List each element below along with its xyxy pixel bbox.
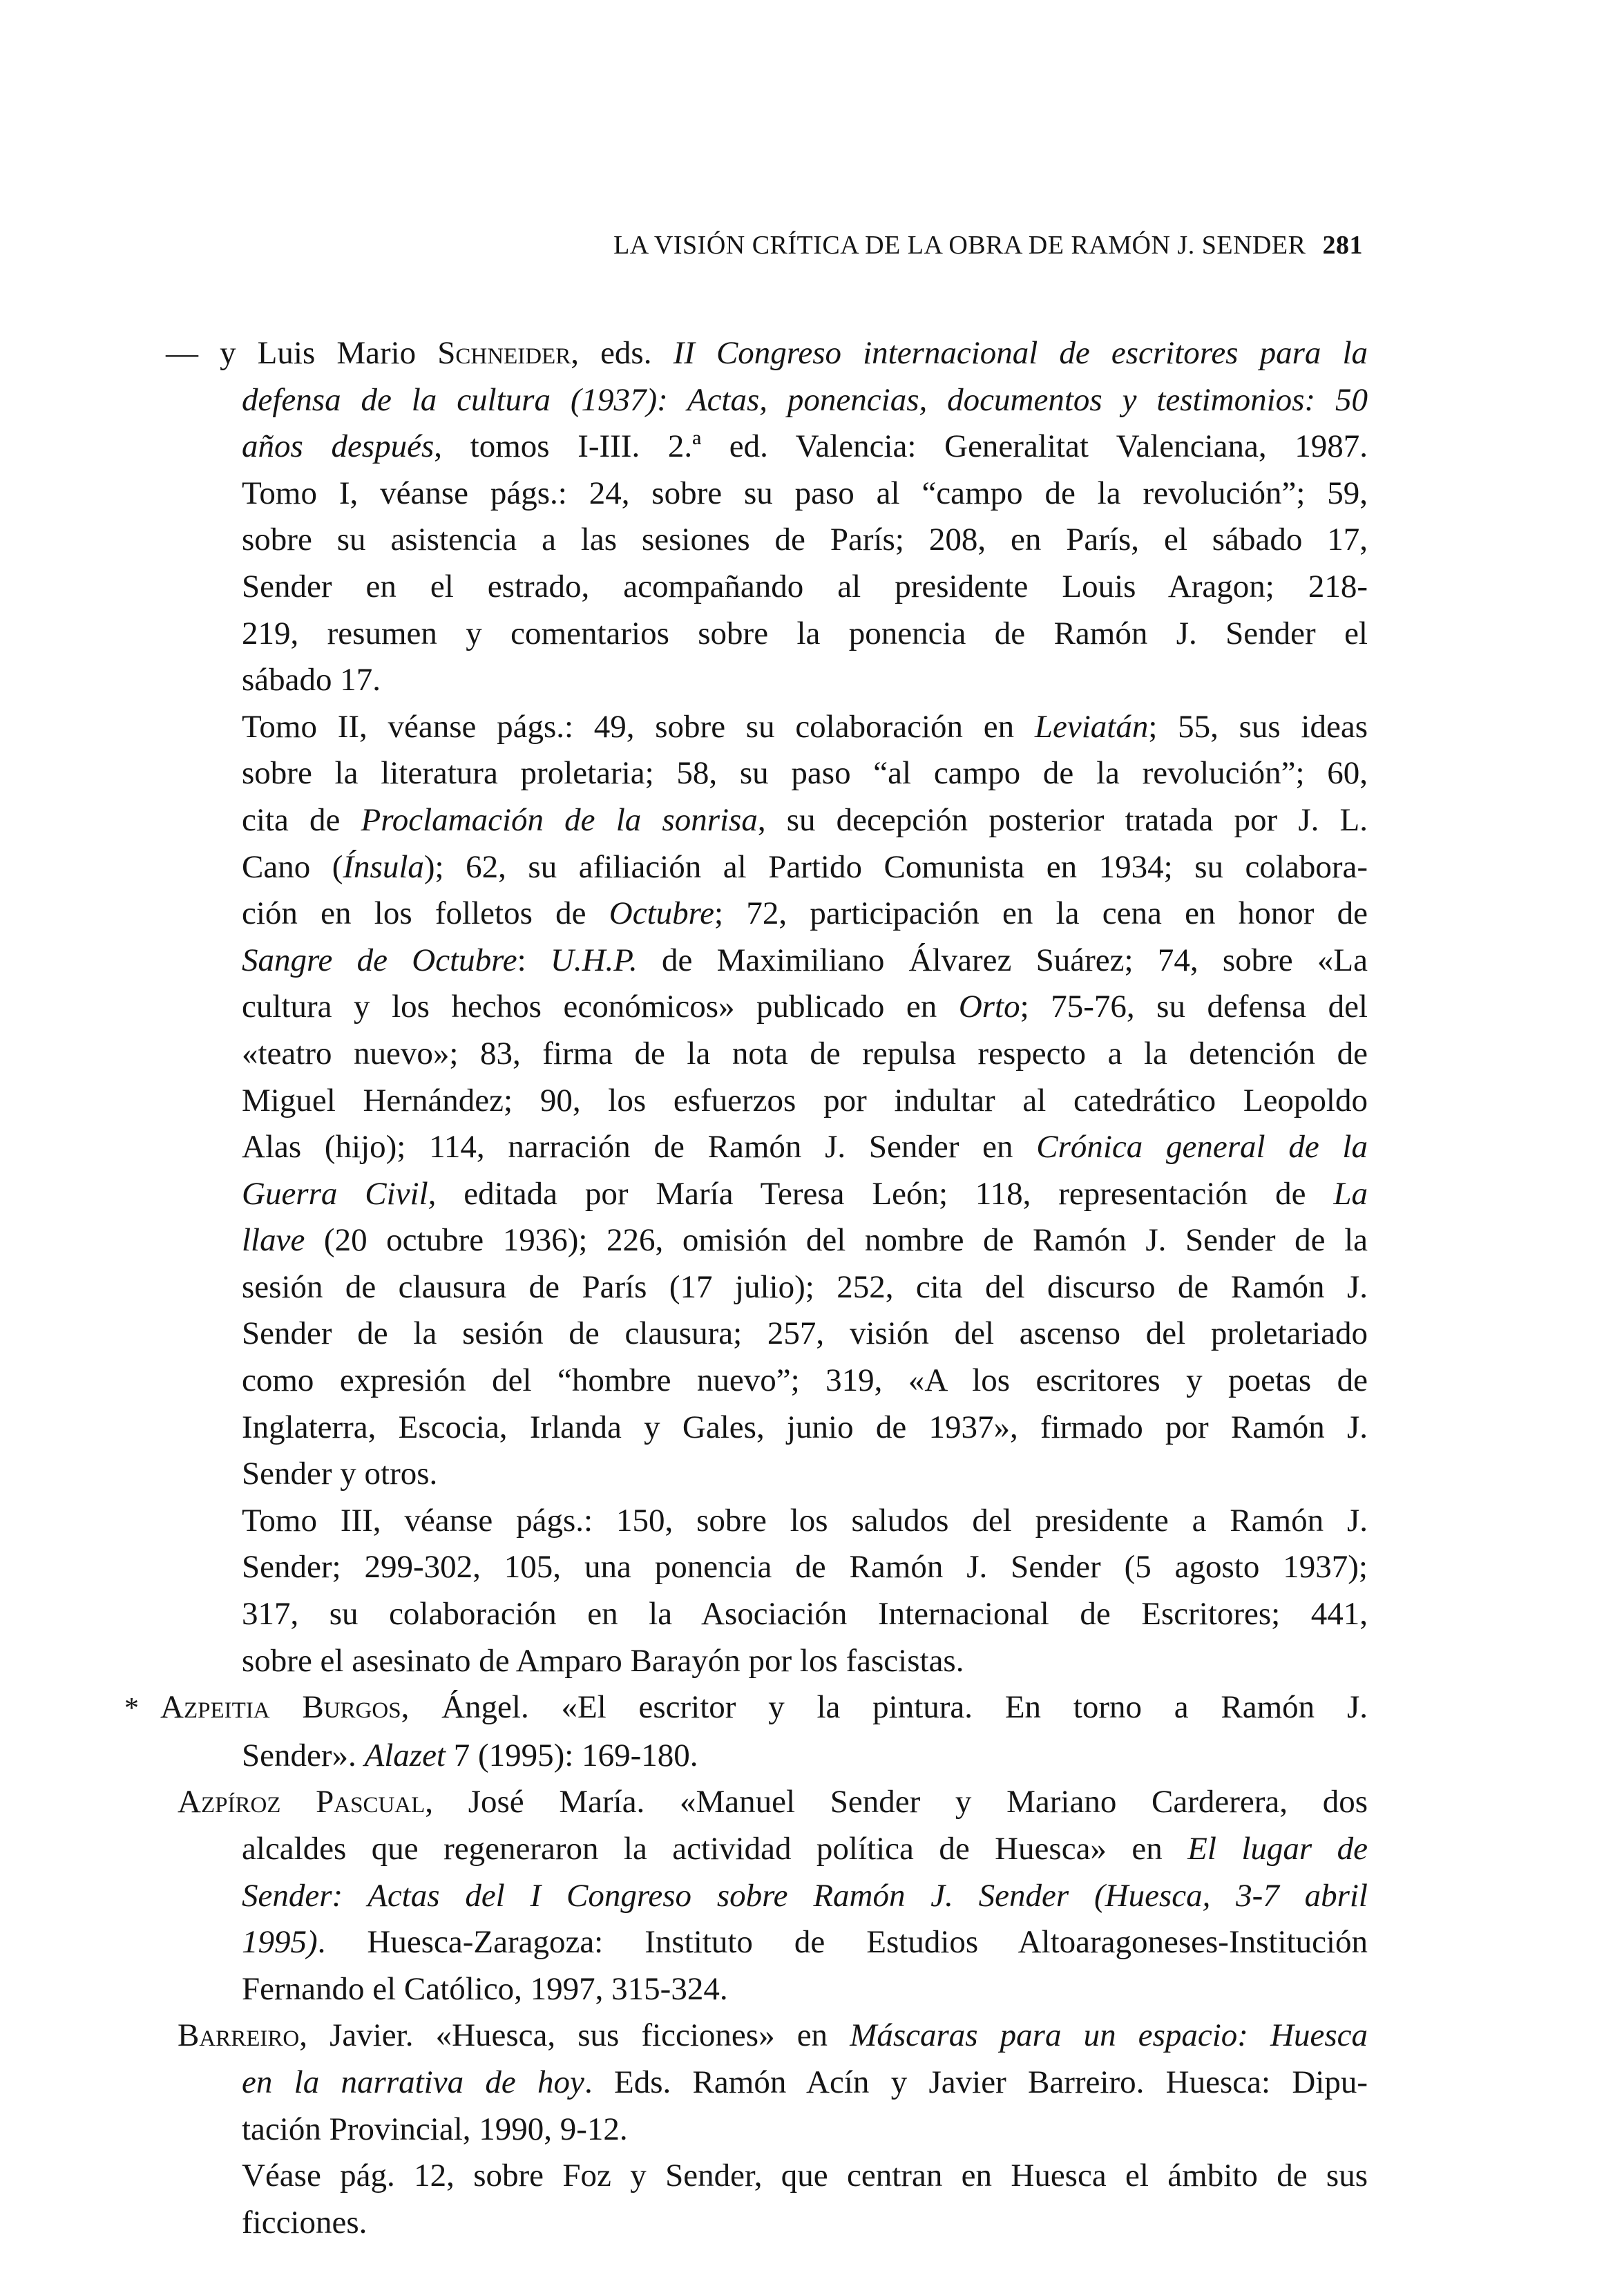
text-line xyxy=(124,984,1368,1031)
text-line xyxy=(124,564,1368,611)
text-run: de Maximiliano Álvarez Suárez; 74, sobre «La xyxy=(637,942,1368,978)
text-line xyxy=(124,1684,1368,1733)
running-title: LA VISIÓN CRÍTICA DE LA OBRA DE RAMÓN J. SENDER xyxy=(613,231,1306,260)
text-run: Véase pág. 12, sobre Foz y Sender, que centran en Huesca el ámbito de sus xyxy=(242,2158,1368,2194)
bibliography-entry-azpeitia xyxy=(124,1684,1368,1779)
text-line xyxy=(124,2106,1368,2153)
text-run: «teatro nuevo»; 83, firma de la nota de repulsa respecto a la detención de xyxy=(242,1035,1368,1072)
text-run: , tomos I-III. 2.ª ed. Valencia: Generalitat Valenciana, 1987. xyxy=(434,428,1368,465)
text-run: 1995) xyxy=(242,1924,318,1961)
text-run: ); 62, su afiliación al Partido Comunista en 1934; su colabora- xyxy=(423,848,1368,885)
text-run: sesión de clausura de París (17 julio); 252, cita del discurso de Ramón J. xyxy=(242,1268,1368,1305)
text-run: Sender en el estrado, acompañando al presidente Louis Aragon; 218- xyxy=(242,568,1368,605)
text-line xyxy=(124,704,1368,751)
text-line xyxy=(124,657,1368,704)
text-run: Sender: Actas del I Congreso sobre Ramón J. Sender (Huesca, 3-7 abril xyxy=(242,1877,1368,1914)
text-run: Sender». xyxy=(242,1737,365,1773)
text-run: 317, su colaboración en la Asociación Internacional de Escritores; 441, xyxy=(242,1596,1368,1633)
text-line xyxy=(124,470,1368,517)
bibliography-entry-azpiroz xyxy=(124,1779,1368,2013)
text-run: , Ángel. «El escritor y la pintura. En torno a Ramón J. xyxy=(401,1689,1368,1726)
text-line xyxy=(124,1638,1368,1685)
text-run: Cano ( xyxy=(242,848,343,885)
author-name: Azpíroz Pascual xyxy=(178,1784,426,1820)
text-run: Tomo II, véanse págs.: 49, sobre su colaboración en xyxy=(242,708,1035,745)
text-line xyxy=(124,1826,1368,1873)
text-line xyxy=(124,330,1368,377)
text-line xyxy=(124,377,1368,424)
text-line xyxy=(124,1919,1368,1966)
text-run: sobre su asistencia a las sesiones de París; 208, en París, el sábado 17, xyxy=(242,522,1368,558)
text-run: sobre la literatura proletaria; 58, su paso “al campo de la revolución”; 60, xyxy=(242,755,1368,792)
text-run: Ínsula xyxy=(343,848,424,885)
book-title: II Congreso internacional de escritores para la xyxy=(673,335,1368,371)
text-line xyxy=(124,1217,1368,1264)
text-line xyxy=(124,1078,1368,1125)
text-line xyxy=(124,1966,1368,2013)
text-line xyxy=(124,1451,1368,1498)
text-run: Tomo I, véanse págs.: 24, sobre su paso al “campo de la revolución”; 59, xyxy=(242,475,1368,511)
text-line xyxy=(124,2153,1368,2200)
text-run: : xyxy=(517,942,551,978)
text-run: sobre el asesinato de Amparo Barayón por los fascistas. xyxy=(242,1642,964,1679)
text-run: ; 72, participación en la cena en honor de xyxy=(714,895,1368,932)
text-run: como expresión del “hombre nuevo”; 319, «A los escritores y poetas de xyxy=(242,1362,1368,1399)
text-run: 7 (1995): 169-180. xyxy=(446,1737,698,1773)
text-run: Miguel Hernández; 90, los esfuerzos por indultar al catedrático Leopoldo xyxy=(242,1082,1368,1119)
text-run: Fernando el Católico, 1997, 315-324. xyxy=(242,1970,728,2007)
text-run: Crónica general de la xyxy=(1036,1129,1368,1165)
text-run: cita de xyxy=(242,801,361,838)
text-run: Guerra Civil, xyxy=(242,1175,437,1212)
text-run: — y Luis Mario xyxy=(166,335,438,371)
text-run: Alas (hijo); 114, narración de Ramón J. Sender en xyxy=(242,1129,1037,1165)
text-run: sábado 17. xyxy=(242,662,381,698)
text-run: años después xyxy=(242,428,434,465)
text-run: Sender de la sesión de clausura; 257, visión del ascenso del proletariado xyxy=(242,1315,1368,1352)
text-run: llave xyxy=(242,1222,305,1259)
text-run: ; 55, sus ideas xyxy=(1148,708,1368,745)
text-run: Tomo III, véanse págs.: 150, sobre los saludos del presidente a Ramón J. xyxy=(242,1502,1368,1539)
text-line xyxy=(124,1264,1368,1311)
text-line xyxy=(124,1498,1368,1545)
running-head xyxy=(249,228,1363,263)
text-line xyxy=(124,1171,1368,1218)
text-run: La xyxy=(1333,1175,1368,1212)
page-number: 281 xyxy=(1322,231,1363,260)
text-run: Sangre de Octubre xyxy=(242,942,517,978)
text-line xyxy=(124,2013,1368,2059)
text-run: ción en los folletos de xyxy=(242,895,609,932)
text-line xyxy=(124,1358,1368,1405)
text-run: Proclamación de la sonrisa xyxy=(361,801,758,838)
text-line xyxy=(124,891,1368,938)
text-run: ; 75-76, su defensa del xyxy=(1020,989,1368,1025)
text-run: (20 octubre 1936); 226, omisión del nombre de Ramón J. Sender de la xyxy=(305,1222,1368,1259)
text-line xyxy=(124,2200,1368,2247)
text-run: El lugar de xyxy=(1187,1831,1368,1867)
text-line xyxy=(124,797,1368,844)
text-line xyxy=(124,1873,1368,1920)
text-line xyxy=(124,517,1368,564)
text-run: Alazet xyxy=(364,1737,446,1773)
text-run: , su decepción posterior tratada por J. L. xyxy=(757,801,1368,838)
text-run: Leviatán xyxy=(1034,708,1149,745)
text-run: alcaldes que regeneraron la actividad política de Huesca» en xyxy=(242,1831,1188,1867)
author-name: Azpeitia Burgos xyxy=(160,1689,401,1726)
text-line xyxy=(124,1544,1368,1591)
text-line xyxy=(124,1031,1368,1078)
bibliography-entry-schneider xyxy=(124,330,1368,1684)
text-line xyxy=(124,1405,1368,1452)
text-run: editada por María Teresa León; 118, representación de xyxy=(436,1175,1334,1212)
text-run: tación Provincial, 1990, 9-12. xyxy=(242,2111,628,2147)
text-line xyxy=(124,938,1368,984)
text-run: Octubre xyxy=(609,895,715,932)
author-name: Barreiro xyxy=(178,2017,300,2054)
text-line xyxy=(124,1733,1368,1780)
text-run: . Eds. Ramón Acín y Javier Barreiro. Huesca: Dipu- xyxy=(584,2064,1368,2100)
text-line xyxy=(124,611,1368,658)
text-line xyxy=(124,1311,1368,1358)
bibliography-body xyxy=(124,330,1368,2246)
text-line xyxy=(124,1779,1368,1826)
author-name: Schneider xyxy=(437,335,571,371)
text-run: Orto xyxy=(958,989,1020,1025)
text-line xyxy=(124,1591,1368,1638)
text-line xyxy=(124,1124,1368,1171)
text-run: Sender; 299-302, 105, una ponencia de Ramón J. Sender (5 agosto 1937); xyxy=(242,1549,1368,1586)
text-run: cultura y los hechos económicos» publicado en xyxy=(242,989,959,1025)
text-run: . Huesca-Zaragoza: Instituto de Estudios Altoaragoneses-Institución xyxy=(317,1924,1368,1961)
bibliography-entry-barreiro xyxy=(124,2013,1368,2246)
text-line xyxy=(124,750,1368,797)
text-run: Máscaras para un espacio: Huesca xyxy=(850,2017,1368,2054)
text-line xyxy=(124,2059,1368,2106)
text-run: ficciones. xyxy=(242,2204,367,2240)
text-run: U.H.P. xyxy=(550,942,638,978)
text-run: 219, resumen y comentarios sobre la ponencia de Ramón J. Sender el xyxy=(242,615,1368,651)
text-run: , Javier. «Huesca, sus ficciones» en xyxy=(299,2017,850,2054)
text-run: , José María. «Manuel Sender y Mariano Carderera, dos xyxy=(425,1784,1368,1820)
text-line xyxy=(124,844,1368,891)
text-run: en la narrativa de hoy xyxy=(242,2064,584,2100)
text-line xyxy=(124,424,1368,470)
asterisk-marker: * xyxy=(124,1693,139,1725)
text-run: defensa de la cultura (1937): Actas, ponencias, documentos y testimonios: 50 xyxy=(242,381,1368,418)
text-run: Inglaterra, Escocia, Irlanda y Gales, junio de 1937», firmado por Ramón J. xyxy=(242,1409,1368,1445)
text-run: , eds. xyxy=(571,335,674,371)
text-run: Sender y otros. xyxy=(242,1456,438,1492)
